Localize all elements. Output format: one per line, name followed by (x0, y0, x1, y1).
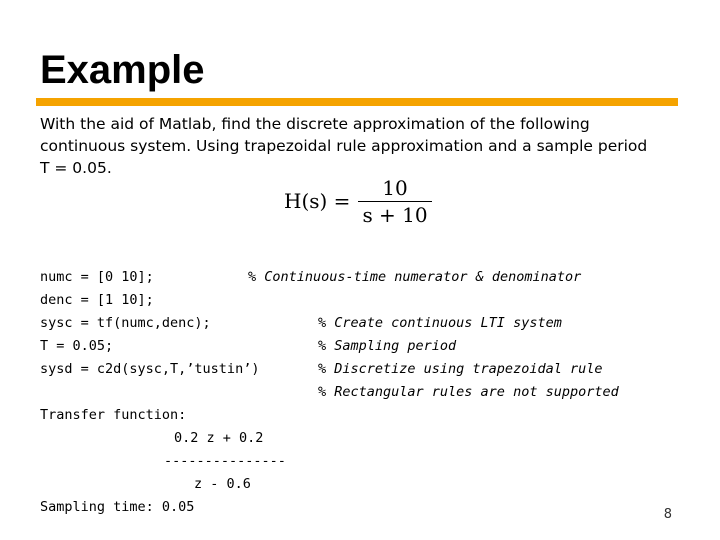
transfer-function-formula (284, 170, 432, 232)
output-fraction-bar: --------------- (164, 453, 286, 469)
code-line-4: T = 0.05; (40, 338, 114, 354)
code-comment-4: % Sampling period (318, 338, 457, 354)
formula-fraction (358, 175, 431, 228)
code-comment-5: % Discretize using trapezoidal rule (318, 361, 603, 377)
intro-line-2: continuous system. Using trapezoidal rule approximation and a sample period (40, 137, 648, 155)
code-line-2: denc = [1 10]; (40, 292, 154, 308)
code-line-3: sysc = tf(numc,denc); (40, 315, 211, 331)
intro-line-3: T = 0.05. (40, 159, 112, 177)
page-number: 8 (663, 507, 672, 522)
output-sampling-time: Sampling time: 0.05 (40, 499, 195, 515)
output-numerator: 0.2 z + 0.2 (174, 430, 264, 446)
code-comment-3: % Create continuous LTI system (318, 315, 562, 331)
output-header: Transfer function: (40, 407, 187, 423)
code-line-1: numc = [0 10]; (40, 269, 154, 285)
formula-numerator: 10 (382, 175, 408, 200)
output-denominator: z - 0.6 (194, 476, 251, 492)
formula-denominator: s + 10 (362, 202, 428, 227)
formula-lhs: H(s) = (284, 189, 351, 213)
code-comment-6: % Rectangular rules are not supported (318, 384, 619, 400)
title-underline-bar (36, 98, 678, 106)
code-comment-1: % Continuous-time numerator & denominator (248, 269, 582, 285)
slide-title: Example (40, 48, 205, 92)
code-line-5: sysd = c2d(sysc,T,’tustin’) (40, 361, 260, 377)
intro-line-1: With the aid of Matlab, find the discrete approximation of the following (40, 115, 590, 133)
